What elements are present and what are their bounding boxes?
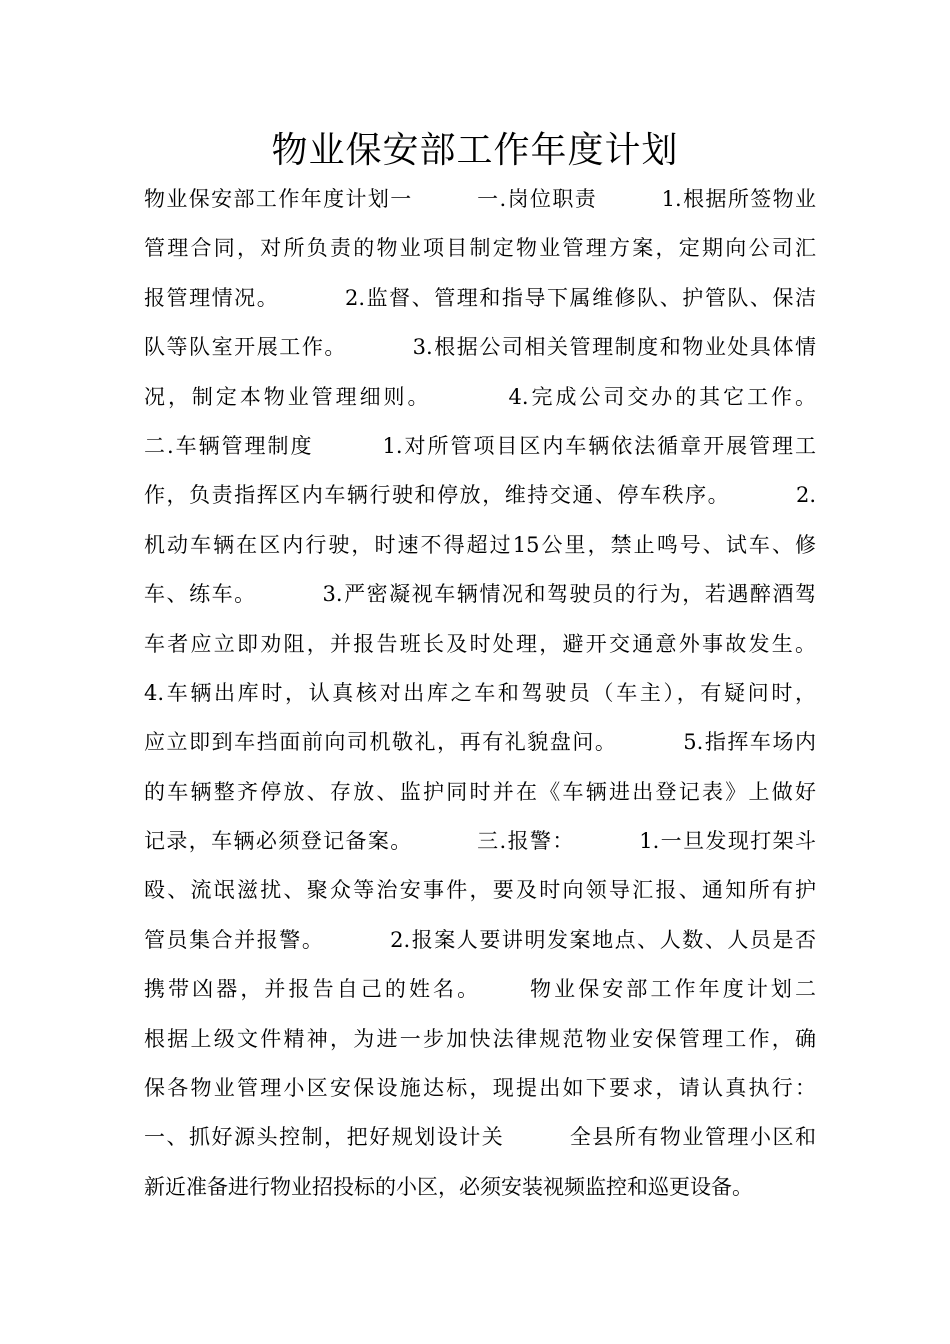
body-line: 的车辆整齐停放、存放、监护同时并在《车辆进出登记表》上做好: [144, 779, 816, 804]
body-line: 新近准备进行物业招投标的小区，必须安装视频监控和巡更设备。: [144, 1174, 753, 1199]
document-body: [144, 175, 816, 1212]
body-line: 管员集合并报警。 2.报案人要讲明发案地点、人数、人员是否: [144, 927, 816, 952]
body-line: 车、练车。 3.严密凝视车辆情况和驾驶员的行为，若遇醉酒驾: [144, 582, 816, 607]
body-line: 一、抓好源头控制，把好规划设计关 全县所有物业管理小区和: [144, 1125, 816, 1150]
body-line: 机动车辆在区内行驶，时速不得超过15公里，禁止鸣号、试车、修: [144, 532, 816, 557]
body-line: 携带凶器，并报告自己的姓名。 物业保安部工作年度计划二: [144, 977, 816, 1002]
document-title: 物业保安部工作年度计划: [271, 130, 679, 171]
body-line: 车者应立即劝阻，并报告班长及时处理，避开交通意外事故发生。: [144, 631, 816, 656]
body-line: 4.车辆出库时，认真核对出库之车和驾驶员（车主），有疑问时，: [144, 680, 816, 705]
body-line: 管理合同，对所负责的物业项目制定物业管理方案，定期向公司汇: [144, 236, 816, 261]
body-line: 作，负责指挥区内车辆行驶和停放，维持交通、停车秩序。 2.: [144, 483, 816, 508]
body-line: 况，制定本物业管理细则。 4.完成公司交办的其它工作。: [144, 384, 816, 409]
body-line: 物业保安部工作年度计划一 一.岗位职责 1.根据所签物业: [144, 187, 816, 211]
body-line: 殴、流氓滋扰、聚众等治安事件，要及时向领导汇报、通知所有护: [144, 878, 816, 903]
body-line: 二.车辆管理制度 1.对所管项目区内车辆依法循章开展管理工: [144, 433, 816, 458]
body-line: 保各物业管理小区安保设施达标，现提出如下要求，请认真执行：: [144, 1076, 816, 1101]
body-line: 报管理情况。 2.监督、管理和指导下属维修队、护管队、保洁: [144, 285, 816, 310]
body-line: 队等队室开展工作。 3.根据公司相关管理制度和物业处具体情: [144, 335, 816, 360]
body-line: 应立即到车挡面前向司机敬礼，再有礼貌盘问。 5.指挥车场内: [144, 730, 816, 755]
body-line: 根据上级文件精神，为进一步加快法律规范物业安保管理工作，确: [144, 1026, 816, 1051]
body-line: 记录，车辆必须登记备案。 三.报警： 1.一旦发现打架斗: [144, 829, 816, 854]
